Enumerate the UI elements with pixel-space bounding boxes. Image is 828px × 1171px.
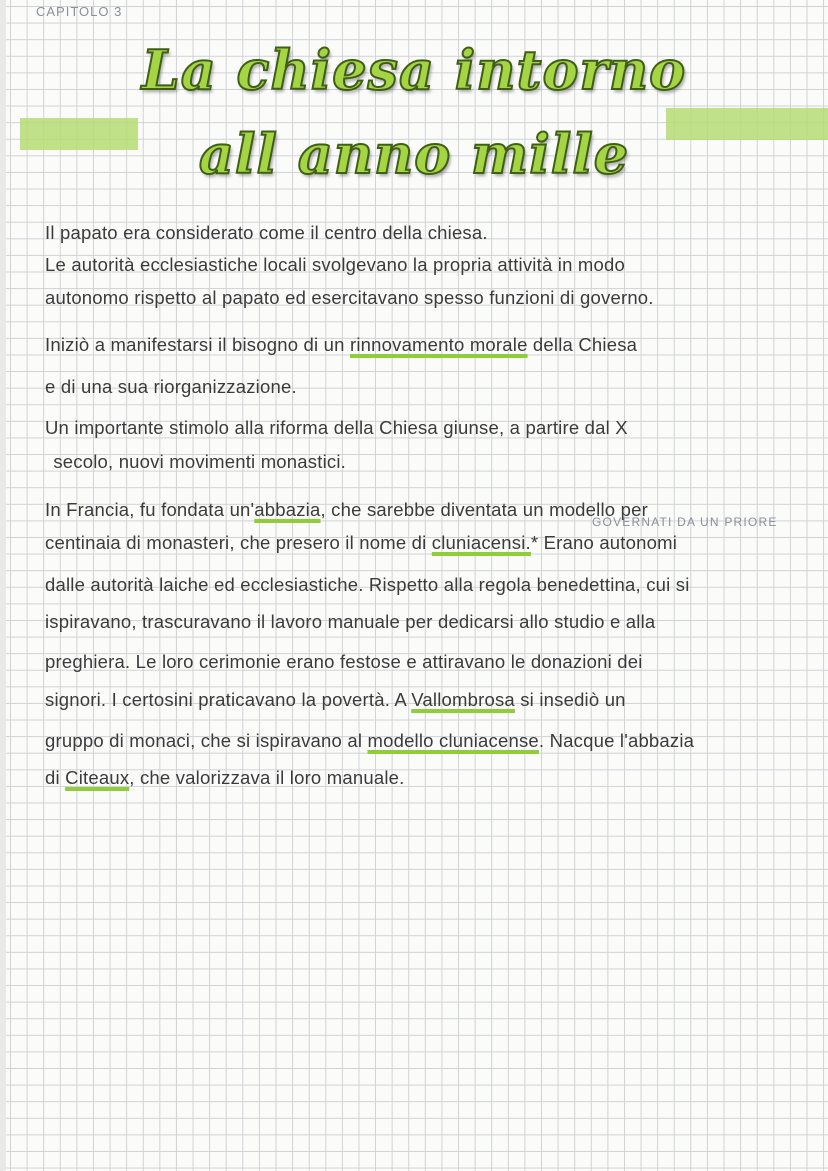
text-line bbox=[48, 451, 346, 473]
text-segment: autonomo rispetto al papato ed esercitavano spesso funzioni di governo. bbox=[45, 287, 654, 308]
text-segment: signori. I certosini praticavano la povertà. A bbox=[45, 689, 412, 710]
highlighted-term: abbazia bbox=[254, 499, 321, 520]
text-segment: si insediò un bbox=[514, 689, 626, 710]
text-line bbox=[45, 334, 637, 356]
text-segment: , che sarebbe diventata un modello per bbox=[320, 499, 648, 520]
highlighted-term: cluniacensi. bbox=[431, 532, 531, 553]
text-line bbox=[45, 287, 654, 309]
highlighted-term: modello cluniacense bbox=[367, 730, 539, 751]
text-segment: Le autorità ecclesiastiche locali svolgevano la propria attività in modo bbox=[45, 254, 625, 275]
text-segment: , che valorizzava il loro manuale. bbox=[129, 767, 405, 788]
text-segment: dalle autorità laiche ed ecclesiastiche. Rispetto alla regola benedettina, cui si bbox=[45, 574, 690, 595]
text-segment: di bbox=[45, 767, 66, 788]
highlighted-term: rinnovamento morale bbox=[349, 334, 528, 355]
text-segment: preghiera. Le loro cerimonie erano festose e attiravano le donazioni dei bbox=[45, 651, 643, 672]
text-line bbox=[45, 574, 690, 596]
text-segment: e di una sua riorganizzazione. bbox=[45, 376, 297, 397]
text-line bbox=[45, 730, 694, 752]
title-line-1: La chiesa intorno bbox=[141, 38, 687, 102]
text-line bbox=[45, 376, 297, 398]
text-line bbox=[45, 417, 628, 439]
highlighted-term: Vallombrosa bbox=[411, 689, 515, 710]
text-segment: In Francia, fu fondata un' bbox=[45, 499, 255, 520]
text-line bbox=[45, 499, 648, 521]
text-line bbox=[45, 611, 655, 633]
chapter-label: CAPITOLO 3 bbox=[36, 4, 123, 19]
text-segment: Un importante stimolo alla riforma della Chiesa giunse, a partire dal X bbox=[45, 417, 628, 438]
text-line bbox=[45, 532, 677, 554]
highlighted-term: Citeaux bbox=[65, 767, 130, 788]
text-line bbox=[45, 767, 404, 789]
text-line bbox=[45, 651, 643, 673]
text-line bbox=[45, 689, 626, 711]
title-line-2: all anno mille bbox=[198, 122, 630, 186]
text-segment: della Chiesa bbox=[527, 334, 638, 355]
text-line bbox=[45, 222, 488, 244]
text-segment: Il papato era considerato come il centro della chiesa. bbox=[45, 222, 488, 243]
text-segment: gruppo di monaci, che si ispiravano al bbox=[45, 730, 368, 751]
text-segment: . Nacque l'abbazia bbox=[538, 730, 695, 751]
text-segment: ispiravano, trascuravano il lavoro manuale per dedicarsi allo studio e alla bbox=[45, 611, 656, 632]
text-segment: centinaia di monasteri, che presero il nome di bbox=[45, 532, 432, 553]
margin-annotation: GOVERNATI DA UN PRIORE bbox=[592, 515, 778, 529]
text-segment: Iniziò a manifestarsi il bisogno di un bbox=[45, 334, 350, 355]
text-segment: secolo, nuovi movimenti monastici. bbox=[48, 451, 346, 472]
text-segment: * Erano autonomi bbox=[530, 532, 678, 553]
text-line bbox=[45, 254, 625, 276]
